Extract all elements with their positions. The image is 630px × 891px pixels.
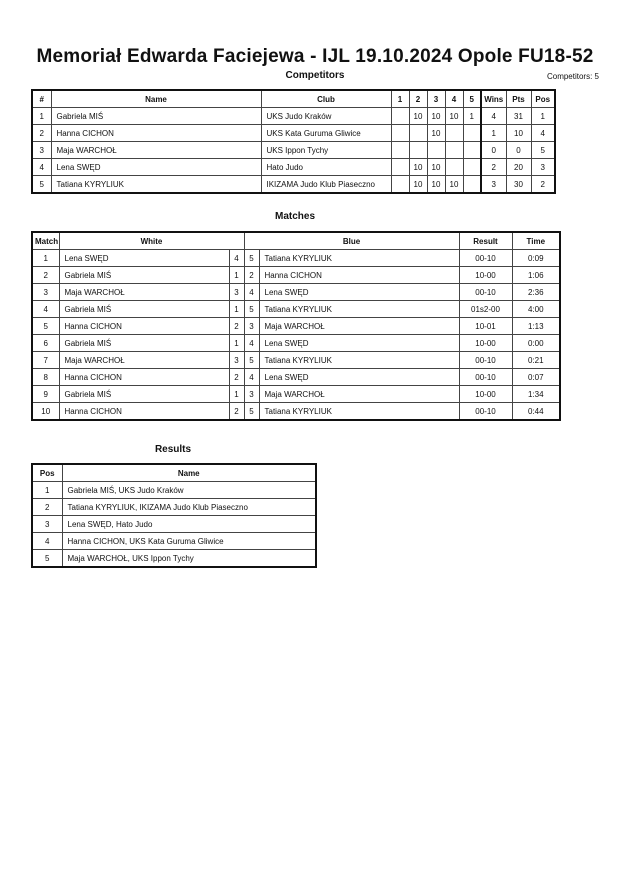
competitor-score-r1 — [391, 176, 409, 194]
competitor-num: 2 — [32, 125, 51, 142]
competitor-score-r3: 10 — [427, 176, 445, 194]
competitor-score-r1 — [391, 142, 409, 159]
competitor-score-r2 — [409, 125, 427, 142]
match-row — [32, 284, 560, 301]
col-header-result-pos: Pos — [32, 464, 62, 482]
match-time: 0:21 — [512, 352, 560, 369]
match-blue-name: Tatiana KYRYLIUK — [259, 403, 459, 421]
competitor-score-r2: 10 — [409, 108, 427, 125]
match-blue-name: Hanna CICHON — [259, 267, 459, 284]
competitor-score-r5 — [463, 176, 481, 194]
match-white-num: 3 — [229, 352, 244, 369]
result-row — [32, 482, 316, 499]
match-result: 00-10 — [459, 403, 512, 421]
competitor-pts: 10 — [506, 125, 531, 142]
match-number: 4 — [32, 301, 59, 318]
match-blue-num: 4 — [244, 369, 259, 386]
col-header-num: # — [32, 90, 51, 108]
match-blue-name: Lena SWĘD — [259, 284, 459, 301]
page-title: Memoriał Edwarda Faciejewa - IJL 19.10.2024 Opole FU18-52 — [36, 46, 594, 67]
match-white-name: Gabriela MIŚ — [59, 301, 229, 318]
match-row — [32, 301, 560, 318]
competitor-pos: 5 — [531, 142, 555, 159]
match-white-name: Hanna CICHON — [59, 369, 229, 386]
col-header-result: Result — [459, 232, 512, 250]
col-header-r5: 5 — [463, 90, 481, 108]
competitor-score-r3: 10 — [427, 125, 445, 142]
match-result: 10-00 — [459, 267, 512, 284]
match-time: 1:34 — [512, 386, 560, 403]
results-header-row — [32, 464, 316, 482]
match-row — [32, 318, 560, 335]
competitor-score-r4 — [445, 142, 463, 159]
match-number: 1 — [32, 250, 59, 267]
result-pos: 1 — [32, 482, 62, 499]
result-name: Gabriela MIŚ, UKS Judo Kraków — [62, 482, 316, 499]
col-header-pts: Pts — [506, 90, 531, 108]
competitors-table — [31, 89, 556, 194]
match-row — [32, 352, 560, 369]
competitor-wins: 3 — [481, 176, 506, 194]
match-white-num: 2 — [229, 403, 244, 421]
col-header-r2: 2 — [409, 90, 427, 108]
competitor-num: 4 — [32, 159, 51, 176]
competitor-name: Lena SWĘD — [51, 159, 261, 176]
competitor-pts: 31 — [506, 108, 531, 125]
match-white-num: 2 — [229, 318, 244, 335]
match-row — [32, 369, 560, 386]
competitor-wins: 2 — [481, 159, 506, 176]
match-result: 00-10 — [459, 250, 512, 267]
match-time: 1:06 — [512, 267, 560, 284]
competitor-row — [32, 108, 555, 125]
match-blue-num: 3 — [244, 318, 259, 335]
competitor-row — [32, 176, 555, 194]
match-number: 10 — [32, 403, 59, 421]
match-white-name: Maja WARCHOŁ — [59, 284, 229, 301]
match-blue-num: 5 — [244, 403, 259, 421]
match-blue-name: Lena SWĘD — [259, 335, 459, 352]
results-table — [31, 463, 317, 568]
match-number: 3 — [32, 284, 59, 301]
col-header-name: Name — [51, 90, 261, 108]
matches-table — [31, 231, 561, 421]
match-result: 10-00 — [459, 386, 512, 403]
match-blue-name: Maja WARCHOŁ — [259, 318, 459, 335]
competitor-score-r1 — [391, 108, 409, 125]
competitor-score-r4: 10 — [445, 176, 463, 194]
competitor-club: UKS Judo Kraków — [261, 108, 391, 125]
results-heading: Results — [154, 444, 192, 455]
competitor-score-r5: 1 — [463, 108, 481, 125]
competitor-pts: 30 — [506, 176, 531, 194]
match-white-num: 4 — [229, 250, 244, 267]
match-result: 01s2-00 — [459, 301, 512, 318]
matches-heading: Matches — [274, 211, 315, 222]
competitor-wins: 1 — [481, 125, 506, 142]
competitor-score-r5 — [463, 142, 481, 159]
match-blue-num: 4 — [244, 284, 259, 301]
col-header-club: Club — [261, 90, 391, 108]
competitor-pos: 3 — [531, 159, 555, 176]
result-pos: 3 — [32, 516, 62, 533]
competitor-name: Gabriela MIŚ — [51, 108, 261, 125]
competitor-club: Hato Judo — [261, 159, 391, 176]
col-header-pos: Pos — [531, 90, 555, 108]
result-pos: 4 — [32, 533, 62, 550]
competitor-pts: 20 — [506, 159, 531, 176]
result-pos: 2 — [32, 499, 62, 516]
competitor-score-r4 — [445, 125, 463, 142]
competitor-club: UKS Kata Guruma Gliwice — [261, 125, 391, 142]
col-header-r1: 1 — [391, 90, 409, 108]
match-number: 2 — [32, 267, 59, 284]
match-number: 7 — [32, 352, 59, 369]
match-row — [32, 267, 560, 284]
competitor-score-r4 — [445, 159, 463, 176]
match-result: 10-01 — [459, 318, 512, 335]
match-white-name: Hanna CICHON — [59, 318, 229, 335]
match-number: 6 — [32, 335, 59, 352]
competitor-score-r3: 10 — [427, 108, 445, 125]
col-header-result-name: Name — [62, 464, 316, 482]
competitor-num: 1 — [32, 108, 51, 125]
competitor-club: IKIZAMA Judo Klub Piaseczno — [261, 176, 391, 194]
competitor-score-r1 — [391, 159, 409, 176]
match-white-name: Gabriela MIŚ — [59, 335, 229, 352]
match-result: 00-10 — [459, 284, 512, 301]
result-name: Maja WARCHOŁ, UKS Ippon Tychy — [62, 550, 316, 568]
match-time: 4:00 — [512, 301, 560, 318]
match-white-num: 2 — [229, 369, 244, 386]
match-row — [32, 386, 560, 403]
competitor-pos: 2 — [531, 176, 555, 194]
competitor-pos: 1 — [531, 108, 555, 125]
match-white-num: 3 — [229, 284, 244, 301]
competitor-score-r5 — [463, 159, 481, 176]
match-white-num: 1 — [229, 386, 244, 403]
col-header-wins: Wins — [481, 90, 506, 108]
match-blue-num: 4 — [244, 335, 259, 352]
match-white-name: Gabriela MIŚ — [59, 386, 229, 403]
result-pos: 5 — [32, 550, 62, 568]
competitor-name: Tatiana KYRYLIUK — [51, 176, 261, 194]
match-blue-num: 5 — [244, 352, 259, 369]
col-header-match: Match — [32, 232, 59, 250]
competitors-count: Competitors: 5 — [546, 72, 599, 81]
result-name: Hanna CICHON, UKS Kata Guruma Gliwice — [62, 533, 316, 550]
match-white-num: 1 — [229, 267, 244, 284]
competitor-wins: 0 — [481, 142, 506, 159]
match-blue-name: Tatiana KYRYLIUK — [259, 250, 459, 267]
matches-header-row — [32, 232, 560, 250]
match-result: 00-10 — [459, 369, 512, 386]
result-name: Tatiana KYRYLIUK, IKIZAMA Judo Klub Piaseczno — [62, 499, 316, 516]
competitor-row — [32, 159, 555, 176]
match-blue-num: 5 — [244, 301, 259, 318]
result-name: Lena SWĘD, Hato Judo — [62, 516, 316, 533]
match-white-num: 1 — [229, 301, 244, 318]
match-white-num: 1 — [229, 335, 244, 352]
match-white-name: Gabriela MIŚ — [59, 267, 229, 284]
competitor-score-r3 — [427, 142, 445, 159]
match-time: 1:13 — [512, 318, 560, 335]
competitor-pos: 4 — [531, 125, 555, 142]
match-blue-num: 5 — [244, 250, 259, 267]
competitor-score-r2: 10 — [409, 176, 427, 194]
competitor-row — [32, 125, 555, 142]
match-blue-name: Maja WARCHOŁ — [259, 386, 459, 403]
competitor-score-r1 — [391, 125, 409, 142]
col-header-r3: 3 — [427, 90, 445, 108]
match-blue-num: 3 — [244, 386, 259, 403]
competitors-heading: Competitors — [285, 70, 345, 81]
match-blue-name: Tatiana KYRYLIUK — [259, 352, 459, 369]
match-white-name: Lena SWĘD — [59, 250, 229, 267]
match-result: 00-10 — [459, 352, 512, 369]
competitor-row — [32, 142, 555, 159]
competitor-pts: 0 — [506, 142, 531, 159]
col-header-white: White — [59, 232, 244, 250]
competitor-num: 3 — [32, 142, 51, 159]
match-time: 0:44 — [512, 403, 560, 421]
match-time: 0:07 — [512, 369, 560, 386]
col-header-r4: 4 — [445, 90, 463, 108]
col-header-blue: Blue — [244, 232, 459, 250]
match-number: 8 — [32, 369, 59, 386]
match-time: 0:09 — [512, 250, 560, 267]
col-header-time: Time — [512, 232, 560, 250]
match-blue-name: Tatiana KYRYLIUK — [259, 301, 459, 318]
competitor-club: UKS Ippon Tychy — [261, 142, 391, 159]
match-result: 10-00 — [459, 335, 512, 352]
match-white-name: Hanna CICHON — [59, 403, 229, 421]
match-number: 5 — [32, 318, 59, 335]
match-time: 0:00 — [512, 335, 560, 352]
competitors-header-row — [32, 90, 555, 108]
result-row — [32, 533, 316, 550]
competitor-name: Maja WARCHOŁ — [51, 142, 261, 159]
match-row — [32, 403, 560, 421]
competitor-num: 5 — [32, 176, 51, 194]
result-row — [32, 499, 316, 516]
competitor-score-r3: 10 — [427, 159, 445, 176]
match-blue-name: Lena SWĘD — [259, 369, 459, 386]
competitor-score-r2: 10 — [409, 159, 427, 176]
match-row — [32, 250, 560, 267]
competitor-score-r2 — [409, 142, 427, 159]
match-row — [32, 335, 560, 352]
competitor-wins: 4 — [481, 108, 506, 125]
competitor-score-r5 — [463, 125, 481, 142]
result-row — [32, 550, 316, 568]
competitor-name: Hanna CICHON — [51, 125, 261, 142]
match-number: 9 — [32, 386, 59, 403]
match-time: 2:36 — [512, 284, 560, 301]
match-blue-num: 2 — [244, 267, 259, 284]
match-white-name: Maja WARCHOŁ — [59, 352, 229, 369]
competitor-score-r4: 10 — [445, 108, 463, 125]
result-row — [32, 516, 316, 533]
